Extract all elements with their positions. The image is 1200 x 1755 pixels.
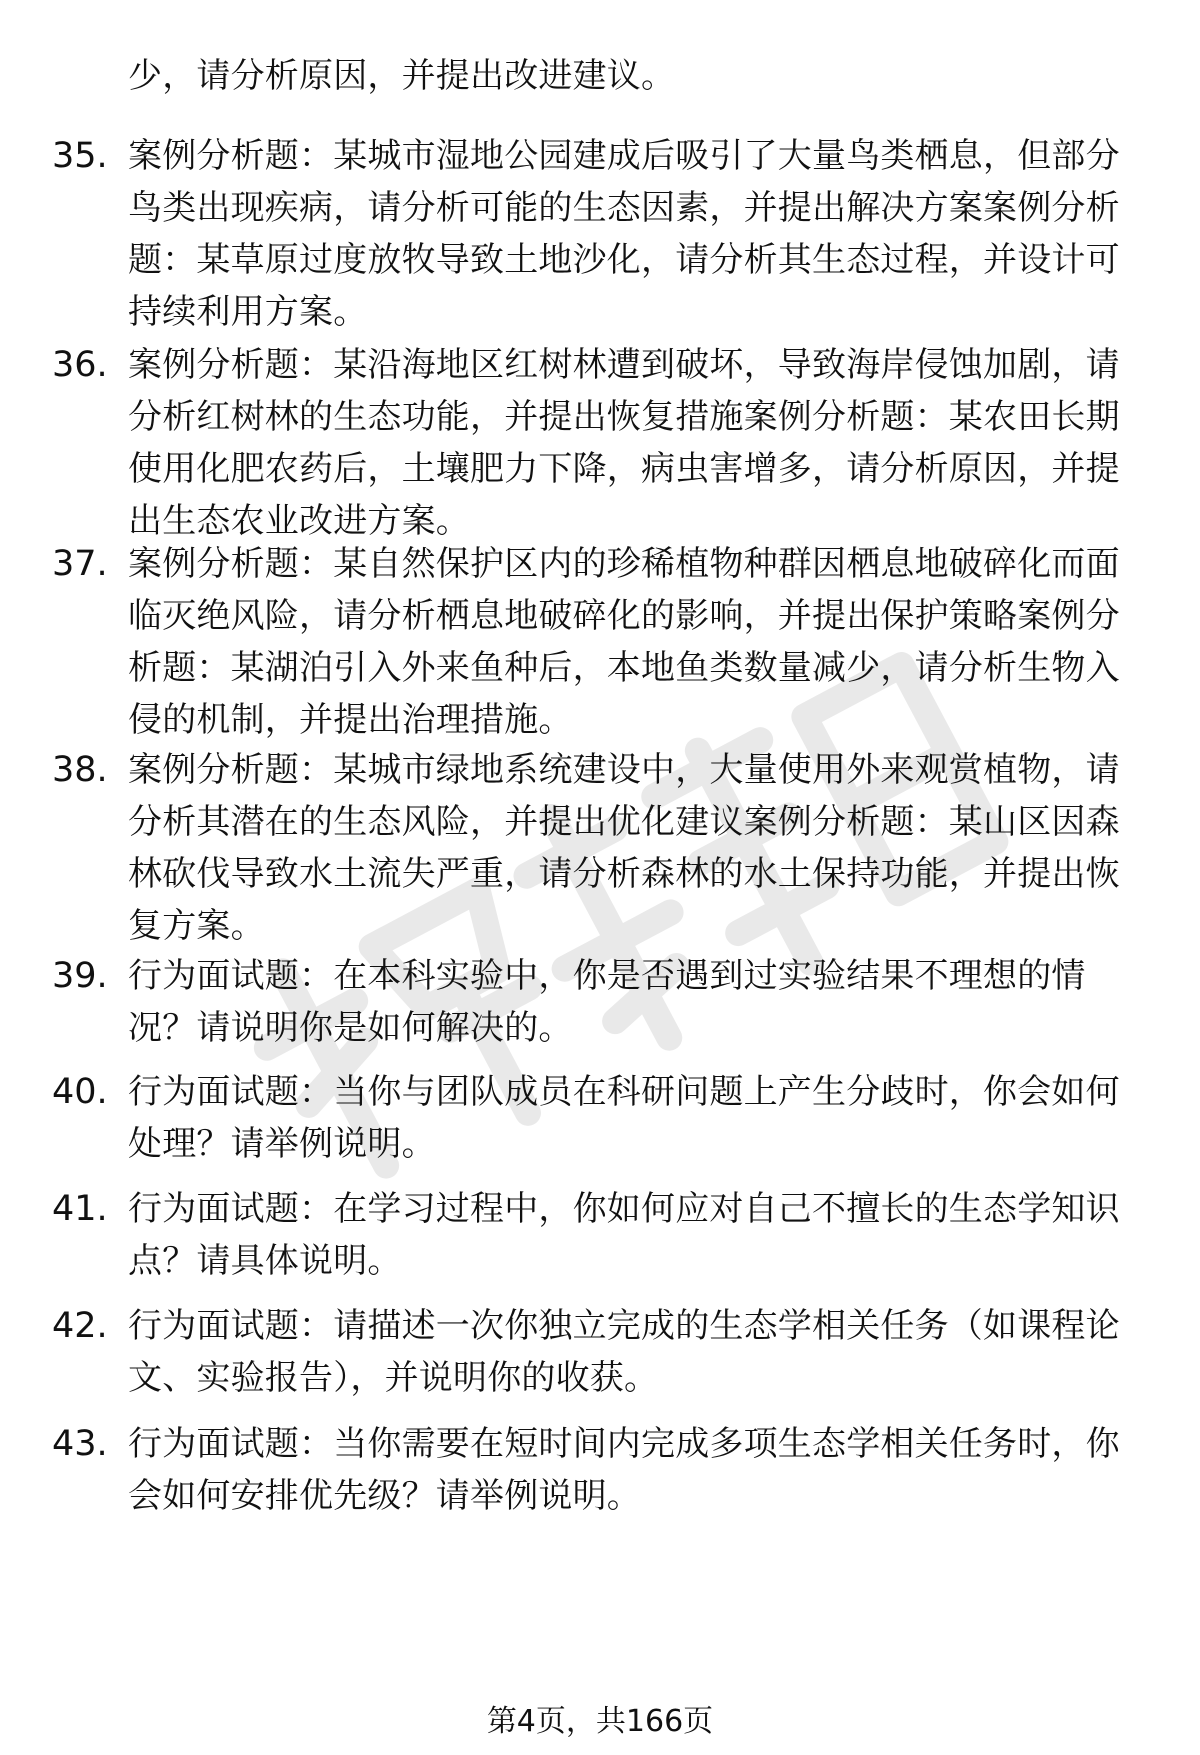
question-text: 案例分析题：某城市绿地系统建设中，大量使用外来观赏植物，请分析其潜在的生态风险，并提出优化建议案例分析题：某山区因森林砍伐导致水土流失严重，请分析森林的水土保持功能，并提出恢复方案。 [128, 750, 1120, 946]
continuation-text: 少，请分析原因，并提出改进建议。 [128, 56, 676, 96]
question-number: 35. [52, 136, 108, 176]
question-text: 案例分析题：某沿海地区红树林遭到破坏，导致海岸侵蚀加剧，请分析红树林的生态功能，并提出恢复措施案例分析题：某农田长期使用化肥农药后，土壤肥力下降，病虫害增多，请分析原因，并提出生态农业改进方案。 [128, 345, 1120, 541]
question-text: 行为面试题：在本科实验中，你是否遇到过实验结果不理想的情况？请说明你是如何解决的。 [128, 956, 1086, 1048]
question-text: 行为面试题：请描述一次你独立完成的生态学相关任务（如课程论文、实验报告），并说明你的收获。 [128, 1306, 1120, 1398]
question-text: 行为面试题：在学习过程中，你如何应对自己不擅长的生态学知识点？请具体说明。 [128, 1189, 1120, 1281]
question-number: 40. [52, 1072, 108, 1112]
question-text: 案例分析题：某自然保护区内的珍稀植物种群因栖息地破碎化而面临灭绝风险，请分析栖息地破碎化的影响，并提出保护策略案例分析题：某湖泊引入外来鱼种后，本地鱼类数量减少，请分析生物入侵的机制，并提出治理措施。 [128, 544, 1120, 740]
question-text: 案例分析题：某城市湿地公园建成后吸引了大量鸟类栖息，但部分鸟类出现疾病，请分析可能的生态因素，并提出解决方案案例分析题：某草原过度放牧导致土地沙化，请分析其生态过程，并设计可持续利用方案。 [128, 136, 1120, 332]
question-number: 38. [52, 750, 108, 790]
page-footer: 第4页，共166页 [486, 1704, 714, 1739]
question-number: 36. [52, 345, 108, 385]
question-number: 42. [52, 1306, 108, 1346]
question-text: 行为面试题：当你与团队成员在科研问题上产生分歧时，你会如何处理？请举例说明。 [128, 1072, 1120, 1164]
question-text: 行为面试题：当你需要在短时间内完成多项生态学相关任务时，你会如何安排优先级？请举例说明。 [128, 1424, 1120, 1516]
question-number: 39. [52, 956, 108, 996]
question-number: 41. [52, 1189, 108, 1229]
question-number: 43. [52, 1424, 108, 1464]
question-number: 37. [52, 544, 108, 584]
